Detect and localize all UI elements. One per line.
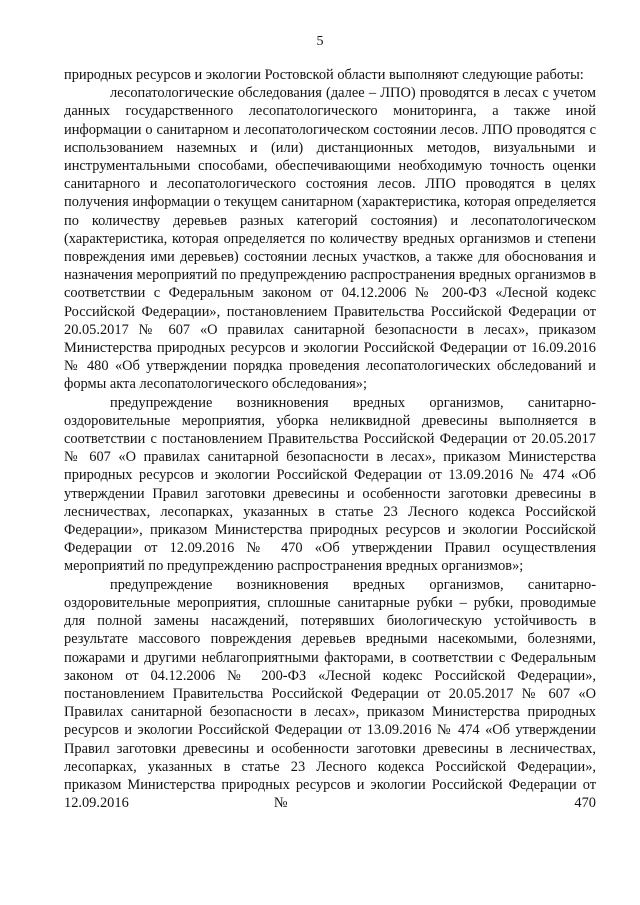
paragraph-clear-sanitary-felling: предупреждение возникновения вредных организмов, санитарно-оздоровительные мероприятия, сплошные санитарные рубки – рубки, проводимые для полной замены насаждений, потерявших биологическую устойчивость в результате массового повреждения деревьев вредными насекомыми, болезнями, пожарами и другими неблагоприятными факторами, в соответствии с Федеральным законом от 04.12.2006 № 200-ФЗ «Лесной кодекс Российской Федерации», постановлением Правительства Российской Федерации от 20.05.2017 № 607 «О Правилах санитарной безопасности в лесах», приказом Министерства природных ресурсов и экологии Российской Федерации от 13.09.2016 № 474 «Об утверждении Правил заготовки древесины и особенности заготовки древесины в лесничествах, лесопарках, указанных в статье 23 Лесного кодекса Российской Федерации», приказом Министерства природных ресурсов и экологии Российской Федерации от 12.09.2016 № 470 <box>64 576 596 812</box>
page-number: 5 <box>316 34 324 49</box>
document-body <box>64 66 596 812</box>
paragraph-forest-pathology-surveys: лесопатологические обследования (далее – ЛПО) проводятся в лесах с учетом данных государственного лесопатологического мониторинга, а также иной информации о санитарном и лесопатологическом состоянии лесов. ЛПО проводятся с использованием наземных и (или) дистанционных методов, визуальными и инструментальными способами, обеспечивающими необходимую точность оценки санитарного и лесопатологического состояния лесов. ЛПО проводятся в целях получения информации о текущем санитарном (характеристика, которая определяется по количеству деревьев разных категорий состояния) и лесопатологическом (характеристика, которая определяется по количеству вредных организмов и степени повреждения ими деревьев) состоянии лесных участков, а также для обоснования и назначения мероприятий по предупреждению распространения вредных организмов в соответствии с Федеральным законом от 04.12.2006 № 200-ФЗ «Лесной кодекс Российской Федерации», постановлением Правительства Российской Федерации от 20.05.2017 № 607 «О правилах санитарной безопасности в лесах», приказом Министерства природных ресурсов и экологии Российской Федерации от 16.09.2016 № 480 «Об утверждении порядка проведения лесопатологических обследований и формы акта лесопатологического обследования»; <box>64 85 596 393</box>
paragraph-intro: природных ресурсов и экологии Ростовской области выполняют следующие работы: <box>64 67 584 83</box>
paragraph-sanitary-measures-cleanup: предупреждение возникновения вредных организмов, санитарно-оздоровительные мероприятия, уборка неликвидной древесины выполняется в соответствии с постановлением Правительства Российской Федерации от 20.05.2017 № 607 «О правилах санитарной безопасности в лесах», приказом Министерства природных ресурсов и экологии Российской Федерации от 13.09.2016 № 474 «Об утверждении Правил заготовки древесины и особенности заготовки древесины в лесничествах, лесопарках, указанных в статье 23 Лесного кодекса Российской Федерации», приказом Министерства природных ресурсов и экологии Российской Федерации от 12.09.2016 № 470 «Об утверждении Правил осуществления мероприятий по предупреждению распространения вредных организмов»; <box>64 394 596 575</box>
